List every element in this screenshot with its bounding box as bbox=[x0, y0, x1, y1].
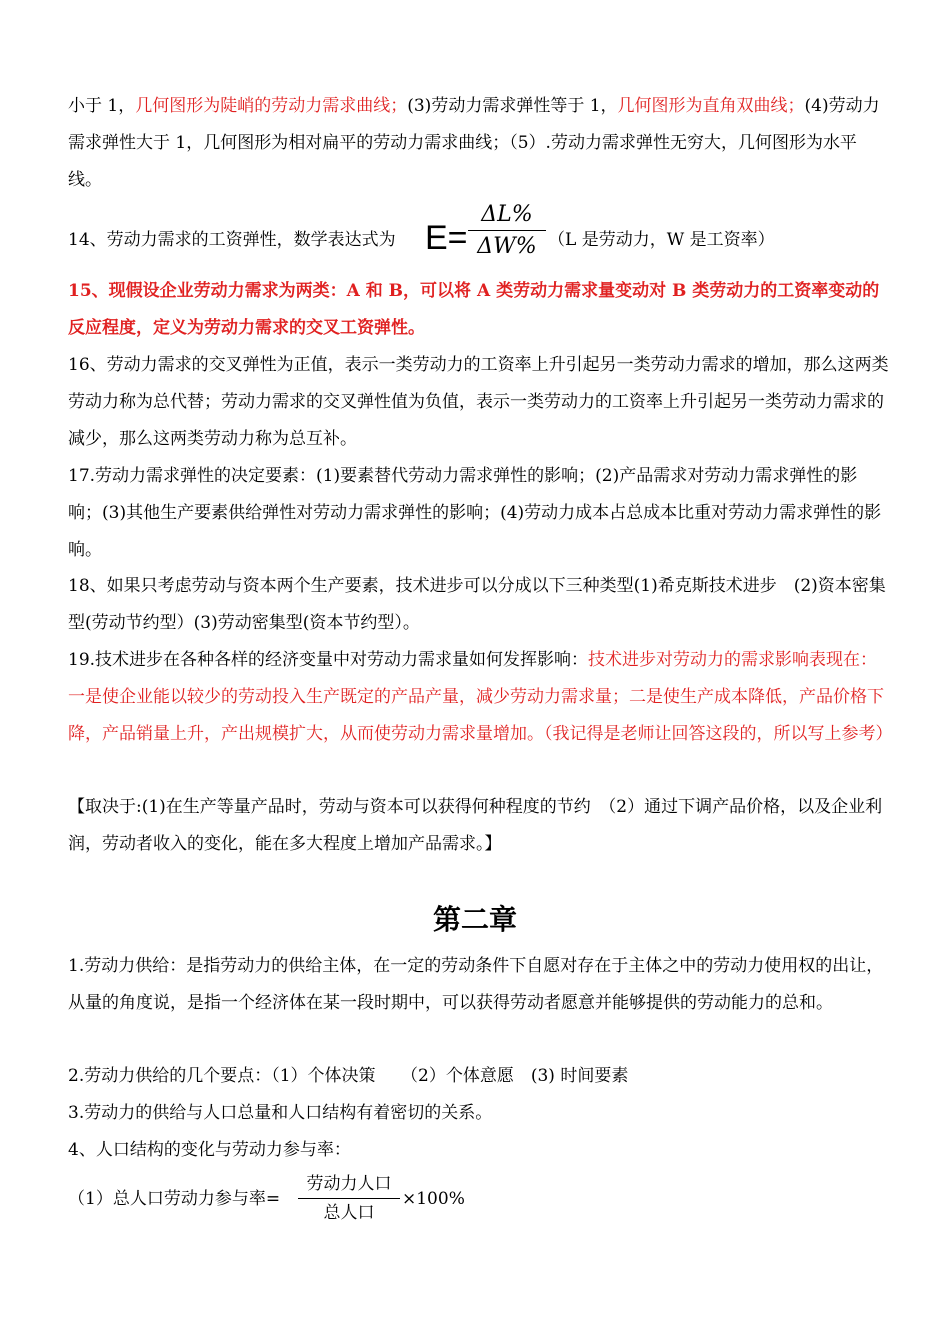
highlight-tech-impact: 技术进步对劳动力的需求影响表现在：一是使企业能以较少的劳动投入生产既定的产品产量，减少劳动力需求量；二是使生产成本降低，产品价格下降，产品销量上升，产出规模扩大，从而使劳动力需求量增加。（我记得是老师让回答这段的，所以写上参考） bbox=[68, 650, 893, 744]
paragraph-c3: 3.劳动力的供给与人口总量和人口结构有着密切的关系。 bbox=[68, 1103, 493, 1123]
formula-e-symbol: E= bbox=[425, 219, 468, 257]
paragraph-15-cross-elasticity: 15、现假设企业劳动力需求为两类：A 和 B，可以将 A 类劳动力需求量变动对 B 类劳动力的工资率变动的反应程度，定义为劳动力需求的交叉工资弹性。 bbox=[68, 281, 880, 338]
paragraph-c2: 2.劳动力供给的几个要点：（1）个体决策 （2）个体意愿 (3) 时间要素 bbox=[68, 1066, 629, 1086]
paragraph-elasticity-cases bbox=[68, 88, 890, 199]
text-segment: 19.技术进步在各种各样的经济变量中对劳动力需求量如何发挥影响： bbox=[68, 650, 589, 670]
formula-fraction bbox=[298, 1170, 400, 1227]
formula-denominator: 总人口 bbox=[323, 1203, 375, 1223]
text-segment: 小于 1， bbox=[68, 96, 136, 116]
paragraph-16: 16、劳动力需求的交叉弹性为正值，表示一类劳动力的工资率上升引起另一类劳动力需求的增加，那么这两类劳动力称为总代替；劳动力需求的交叉弹性值为负值，表示一类劳动力的工资率上升引起另一类劳动力需求的减少，那么这两类劳动力称为总互补。 bbox=[68, 355, 889, 449]
paragraph-19 bbox=[68, 642, 893, 753]
paragraph-c5-participation-rate bbox=[68, 1170, 890, 1230]
formula-numerator: 劳动力人口 bbox=[306, 1174, 392, 1194]
paragraph-bracket-note: 【取决于:(1)在生产等量产品时，劳动与资本可以获得何种程度的节约 （2）通过下调产品价格，以及企业利润，劳动者收入的变化，能在多大程度上增加产品需求。】 bbox=[68, 797, 883, 854]
paragraph-c4: 4、人口结构的变化与劳动力参与率： bbox=[68, 1140, 351, 1160]
paragraph-18: 18、如果只考虑劳动与资本两个生产要素，技术进步可以分成以下三种类型(1)希克斯技术进步 (2)资本密集型(劳动节约型）(3)劳动密集型(资本节约型）。 bbox=[68, 576, 886, 633]
paragraph-14-wage-elasticity bbox=[68, 200, 890, 280]
paragraph-c1-labor-supply: 1.劳动力供给：是指劳动力的供给主体，在一定的劳动条件下自愿对存在于主体之中的劳动力使用权的出让，从量的角度说，是指一个经济体在某一段时期中，可以获得劳动者愿意并能够提供的劳动能力的总和。 bbox=[68, 956, 884, 1013]
highlight-hyperbola: 几何图形为直角双曲线； bbox=[617, 96, 805, 116]
text-segment: (4)劳动力需求弹性大于 1，几何图形为相对扁平的劳动力需求曲线；（5）.劳动力需求弹性无穷大，几何图形为水平线。 bbox=[68, 96, 880, 190]
formula-denominator: ΔW% bbox=[477, 234, 537, 259]
chapter-title: 第二章 bbox=[432, 903, 517, 936]
formula-numerator: ΔL% bbox=[481, 202, 533, 227]
formula-label: （1）总人口劳动力参与率= bbox=[68, 1189, 281, 1209]
highlight-steep-curve: 几何图形为陡峭的劳动力需求曲线； bbox=[135, 96, 408, 116]
formula-suffix: ×100% bbox=[402, 1189, 465, 1209]
formula-fraction bbox=[468, 200, 546, 263]
paragraph-17: 17.劳动力需求弹性的决定要素：(1)要素替代劳动力需求弹性的影响；(2)产品需求对劳动力需求弹性的影响；(3)其他生产要素供给弹性对劳动力需求弹性的影响；(4)劳动力成本占总成本比重对劳动力需求弹性的影响。 bbox=[68, 466, 882, 560]
formula-note: （L 是劳动力，W 是工资率） bbox=[548, 230, 775, 250]
item-14-text: 14、劳动力需求的工资弹性，数学表达式为 bbox=[68, 230, 396, 250]
text-segment: (3)劳动力需求弹性等于 1， bbox=[407, 96, 618, 116]
